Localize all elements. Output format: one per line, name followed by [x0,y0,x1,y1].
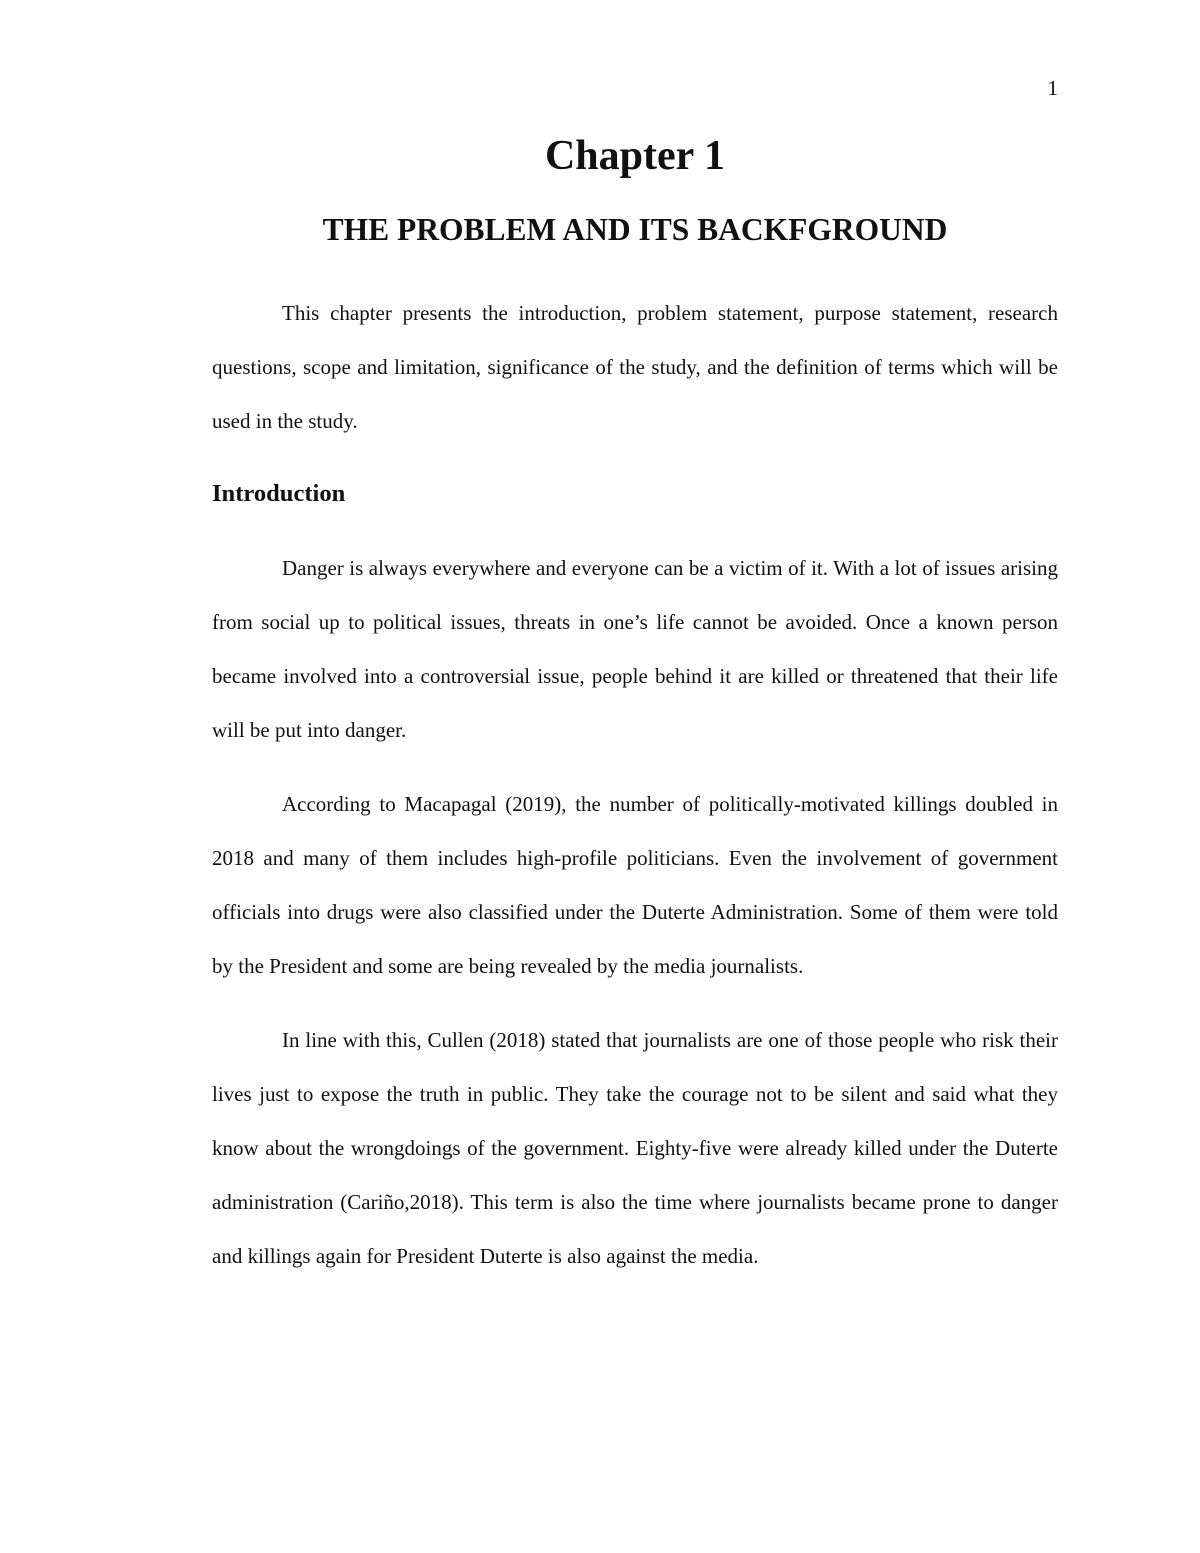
page-number: 1 [1047,76,1058,100]
introduction-paragraph-2: According to Macapagal (2019), the number of politically-motivated killings doubled in 2018 and many of them includes high-profile politicians. Even the involvement of government officials into drugs were also classified under the Duterte Administration. Some of them were told by the President and some are being revealed by the media journalists. [212,792,1058,978]
chapter-title: Chapter 1 [544,133,726,179]
section-heading-introduction: Introduction [212,480,346,507]
introduction-paragraph-1: Danger is always everywhere and everyone can be a victim of it. With a lot of issues arising from social up to political issues, threats in one’s life cannot be avoided. Once a known person became involved into a controversial issue, people behind it are killed or threatened that their life will be put into danger. [212,556,1058,742]
chapter-intro-paragraph: This chapter presents the introduction, problem statement, purpose statement, research questions, scope and limitation, significance of the study, and the definition of terms which will be used in the study. [212,301,1058,433]
introduction-paragraph-3: In line with this, Cullen (2018) stated that journalists are one of those people who risk their lives just to expose the truth in public. They take the courage not to be silent and said what they know about the wrongdoings of the government. Eighty-five were already killed under the Duterte administration (Cariño,2018). This term is also the time where journalists became prone to danger and killings again for President Duterte is also against the media. [212,1028,1058,1268]
chapter-subtitle: THE PROBLEM AND ITS BACKFGROUND [322,212,948,247]
document-body [212,133,1058,1283]
